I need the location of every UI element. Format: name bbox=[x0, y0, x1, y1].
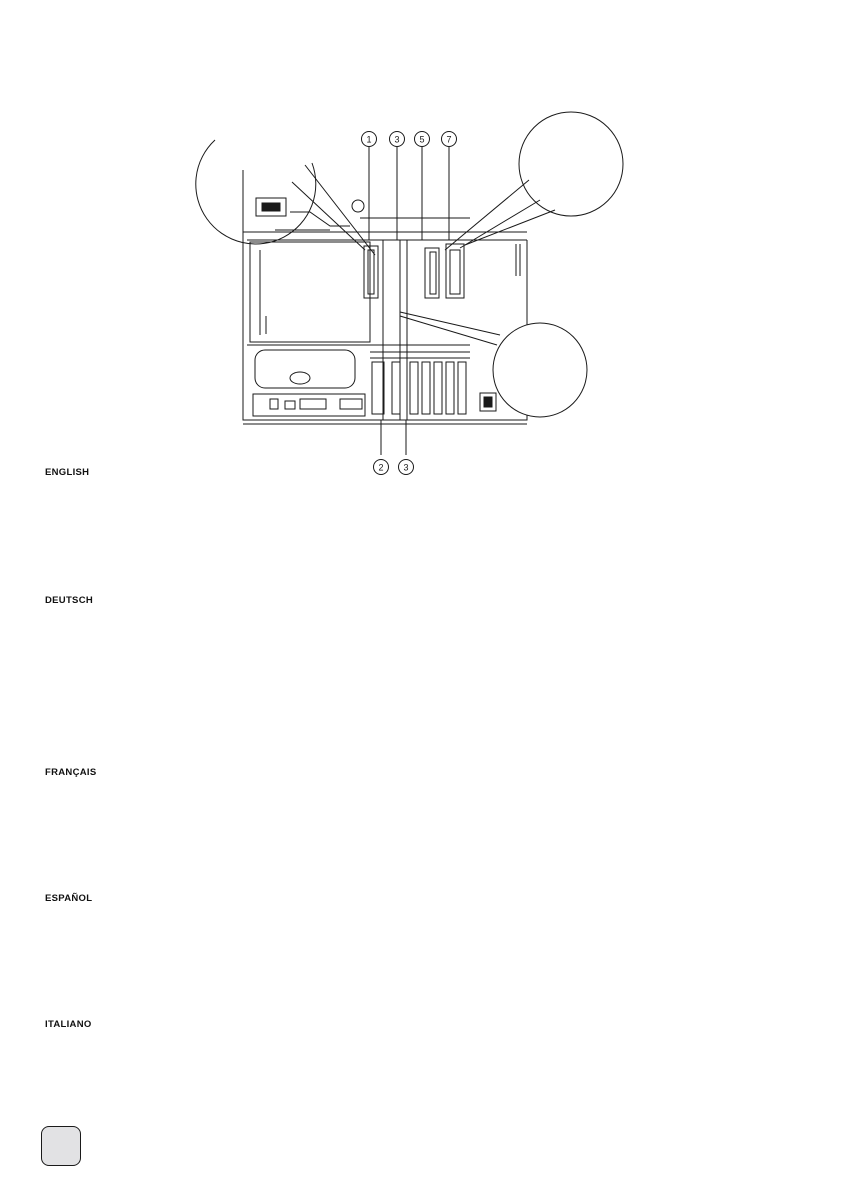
section-heading-italiano: ITALIANO bbox=[45, 1019, 92, 1030]
pc-case-interior-diagram bbox=[0, 0, 842, 490]
callout-2: 2 bbox=[378, 462, 384, 473]
callout-7: 7 bbox=[446, 134, 452, 145]
section-heading-espanol: ESPAÑOL bbox=[45, 893, 93, 904]
callout-1: 1 bbox=[366, 134, 372, 145]
callout-3: 3 bbox=[394, 134, 400, 145]
callout-3-bottom: 3 bbox=[403, 462, 409, 473]
callout-5: 5 bbox=[419, 134, 425, 145]
section-heading-francais: FRANÇAIS bbox=[45, 767, 97, 778]
section-heading-deutsch: DEUTSCH bbox=[45, 595, 94, 606]
section-heading-english: ENGLISH bbox=[45, 467, 90, 478]
page-number-box bbox=[41, 1126, 81, 1166]
